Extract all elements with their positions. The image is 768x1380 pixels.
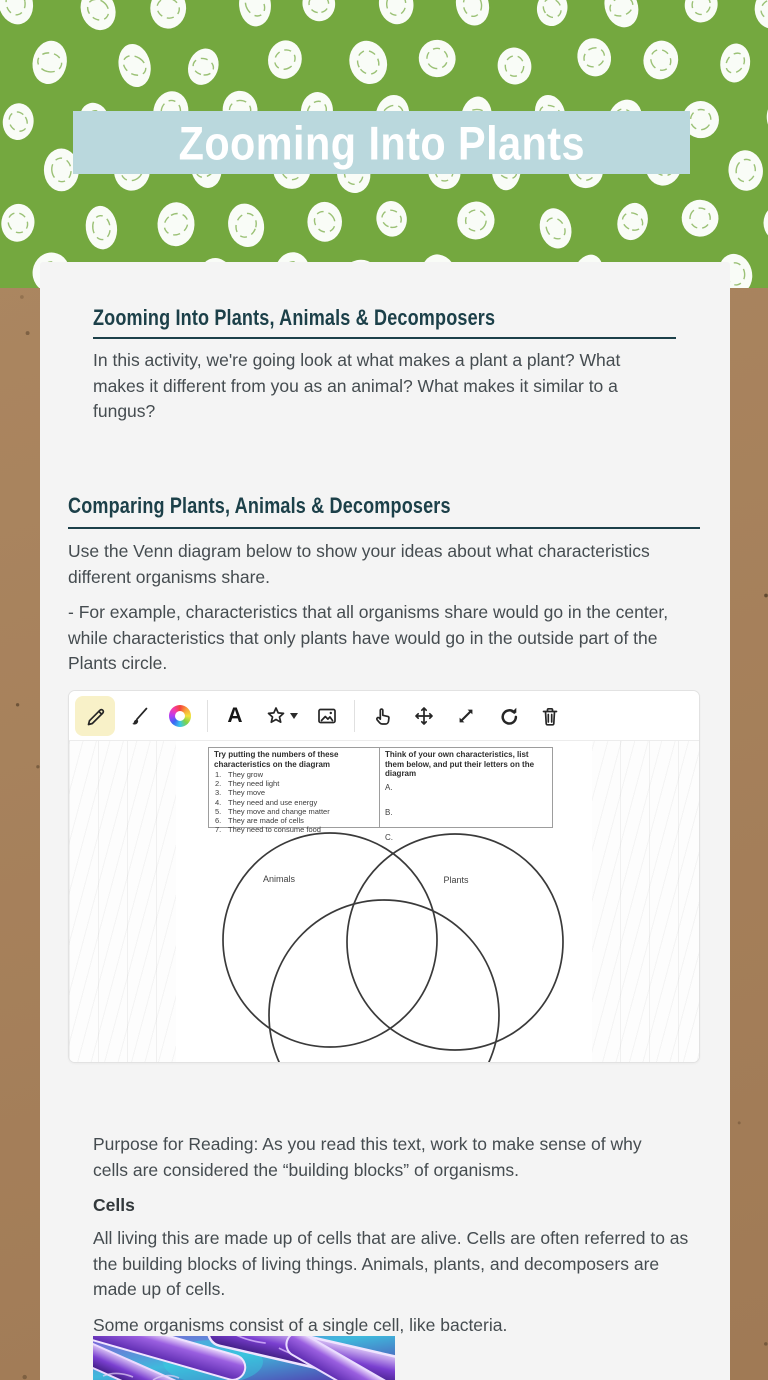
text-tool-icon: A <box>227 704 243 727</box>
drawing-toolbar <box>69 691 699 741</box>
list-item: They are made of cells <box>228 816 304 826</box>
heading-divider <box>93 337 676 339</box>
move-icon <box>413 705 435 727</box>
title-banner <box>73 111 690 174</box>
color-wheel-icon <box>169 705 191 727</box>
letter-slot: B. <box>385 807 393 817</box>
single-cell-paragraph: Some organisms consist of a single cell, like bacteria. <box>93 1315 508 1335</box>
bacteria-image <box>93 1336 395 1380</box>
table-right-header: Think of your own characteristics, list them below, and put their letters on the diagram <box>385 750 535 778</box>
toolbar-separator <box>207 700 208 732</box>
drawing-widget <box>68 690 700 1063</box>
text-tool-button[interactable] <box>216 696 254 736</box>
shapes-tool-button[interactable] <box>258 696 304 736</box>
venn-diagram <box>176 741 592 1062</box>
rotate-icon <box>497 705 519 727</box>
image-tool-button[interactable] <box>308 696 346 736</box>
worksheet-card <box>40 262 730 1380</box>
venn-label-plants: Plants <box>443 875 469 885</box>
table-left-header: Try putting the numbers of these characteristics on the diagram <box>214 750 339 769</box>
delete-tool-button[interactable] <box>531 696 569 736</box>
brush-icon <box>127 705 149 727</box>
purpose-paragraph: Purpose for Reading: As you read this text, work to make sense of why cells are considered the “building blocks” of organisms. <box>93 1134 642 1180</box>
venn-label-animals: Animals <box>262 874 296 884</box>
comparing-paragraph-2: - For example, characteristics that all organisms share would go in the center, while characteristics that only plants have would go in the outside part of the Plants circle. <box>68 602 669 673</box>
section-heading-intro: Zooming Into Plants, Animals & Decomposers <box>93 305 496 330</box>
page-title: Zooming Into Plants <box>178 115 585 170</box>
list-item: They move and change matter <box>228 806 330 816</box>
star-icon <box>265 705 287 727</box>
letter-slot: C. <box>385 832 393 842</box>
move-tool-button[interactable] <box>405 696 443 736</box>
intro-paragraph: In this activity, we're going look at what makes a plant a plant? What makes it different from you as an animal? What makes it similar to a fungus? <box>93 350 621 421</box>
brush-tool-button[interactable] <box>119 696 157 736</box>
comparing-paragraph-1: Use the Venn diagram below to show your ideas about what characteristics different organisms share. <box>68 541 650 587</box>
image-icon <box>316 705 338 727</box>
drawing-canvas[interactable] <box>69 741 699 1062</box>
list-item: They need and use energy <box>228 797 318 807</box>
section-heading-comparing: Comparing Plants, Animals & Decomposers <box>68 493 451 518</box>
color-wheel-button[interactable] <box>161 696 199 736</box>
list-item: They grow <box>228 770 264 779</box>
trash-icon <box>539 705 561 727</box>
venn-worksheet-image <box>176 741 592 1062</box>
resize-diagonal-icon <box>455 705 477 727</box>
chevron-down-icon <box>290 713 298 719</box>
cells-paragraph: All living this are made up of cells that are alive. Cells are often referred to as the building blocks of living things. Animals, plants, and decomposers are made up of cells. <box>93 1228 689 1299</box>
pointer-tool-button[interactable] <box>363 696 401 736</box>
list-item: They need to consume food <box>228 825 321 835</box>
pencil-tool-button[interactable] <box>75 696 115 736</box>
resize-tool-button[interactable] <box>447 696 485 736</box>
list-item: They need light <box>228 779 280 789</box>
list-item: They move <box>228 788 266 798</box>
cells-heading: Cells <box>93 1195 135 1215</box>
pencil-icon <box>84 705 106 727</box>
header-band <box>0 0 768 288</box>
toolbar-separator <box>354 700 355 732</box>
letter-slot: A. <box>385 782 393 792</box>
hand-pointer-icon <box>371 705 393 727</box>
rotate-tool-button[interactable] <box>489 696 527 736</box>
heading-divider <box>68 527 700 529</box>
